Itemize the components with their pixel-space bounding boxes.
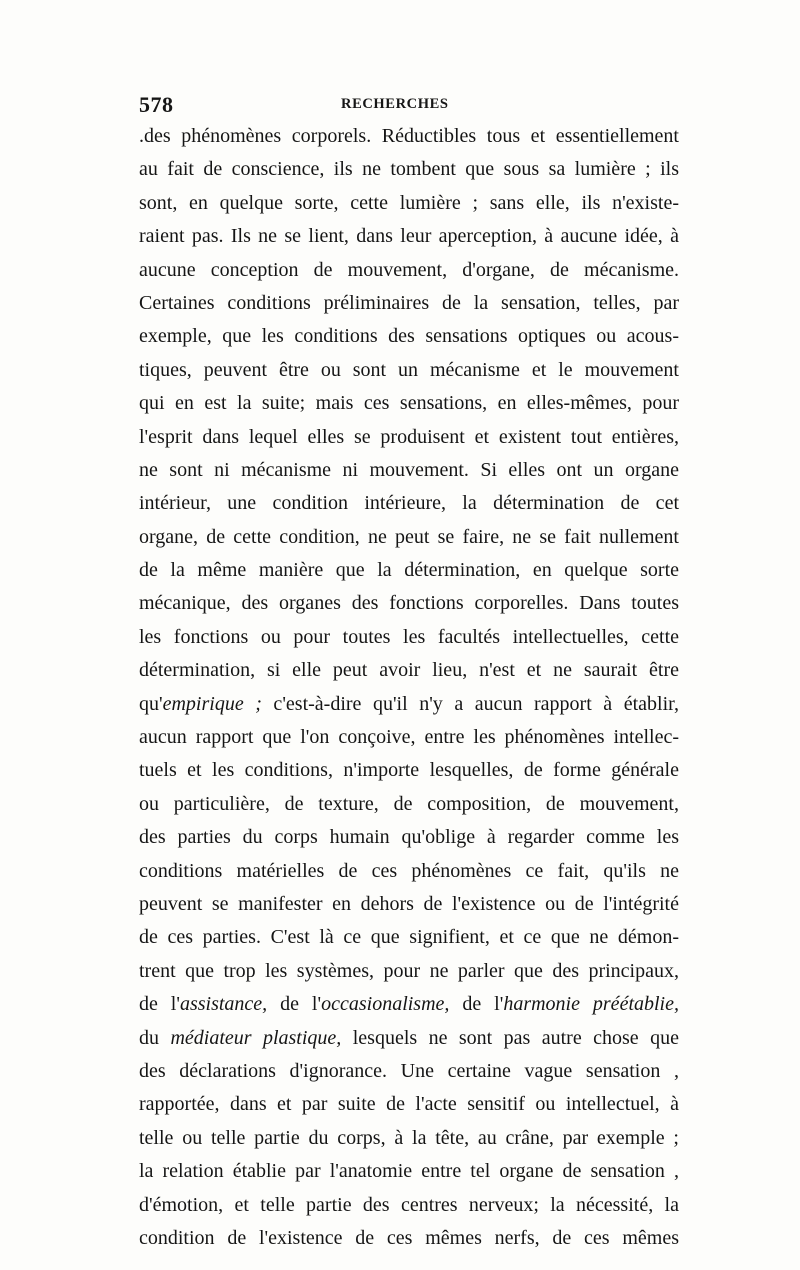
text-line [139,821,679,854]
text-segment: organe, de cette condition, ne peut se faire, ne se fait nullement [139,525,679,548]
text-segment: ne sont ni mécanisme ni mouvement. Si elles ont un organe [139,458,679,481]
text-segment: exemple, que les conditions des sensations optiques ou acous- [139,325,679,348]
text-line [139,1189,679,1222]
text-segment: condition de l'existence de ces mêmes nerfs, de ces mêmes [139,1226,679,1249]
text-line [139,1155,679,1188]
text-line [139,688,679,721]
text-segment: des parties du corps humain qu'oblige à regarder comme les [139,826,679,849]
text-line [139,254,679,287]
text-line [139,454,679,487]
text-segment: au fait de conscience, ils ne tombent que sous sa lumière ; ils [139,158,679,181]
text-line [139,955,679,988]
text-line [139,487,679,520]
italic-text-segment: harmonie préétablie, [503,993,679,1016]
text-line [139,988,679,1021]
italic-text-segment: empirique ; [162,692,262,715]
text-line [139,587,679,620]
text-segment: la relation établie par l'anatomie entre tel organe de sensation , [139,1160,679,1183]
text-line [139,320,679,353]
text-line [139,153,679,186]
text-segment: tiques, peuvent être ou sont un mécanisme et le mouvement [139,358,679,381]
text-line [139,387,679,420]
text-segment: intérieur, une condition intérieure, la détermination de cet [139,492,679,515]
text-segment: telle ou telle partie du corps, à la tête, au crâne, par exemple ; [139,1126,679,1149]
text-segment: de l' [267,993,322,1016]
text-segment: d'émotion, et telle partie des centres nerveux; la nécessité, la [139,1193,679,1216]
page-header [139,92,679,118]
text-segment: aucune conception de mouvement, d'organe, de mécanisme. [139,258,679,281]
text-segment: peuvent se manifester en dehors de l'existence ou de l'intégrité [139,892,679,915]
text-segment: qui en est la suite; mais ces sensations, en elles-mêmes, pour [139,392,679,415]
text-line [139,1022,679,1055]
text-line [139,554,679,587]
text-segment: détermination, si elle peut avoir lieu, n'est et ne saurait être [139,659,679,682]
text-line [139,120,679,153]
text-line [139,888,679,921]
page-number: 578 [139,92,174,117]
text-line [139,421,679,454]
italic-text-segment: médiateur plastique, [170,1026,342,1049]
text-segment: .des phénomènes corporels. Réductibles tous et essentiellement [139,125,679,147]
text-line [139,187,679,220]
text-line [139,287,679,320]
text-line [139,721,679,754]
text-line [139,788,679,821]
text-segment: de ces parties. C'est là ce que signifient, et ce que ne démon- [139,926,679,949]
text-segment: raient pas. Ils ne se lient, dans leur aperception, à aucune idée, à [139,225,679,248]
text-segment: conditions matérielles de ces phénomènes ce fait, qu'ils ne [139,859,679,882]
body-text [139,120,679,1255]
text-segment: trent que trop les systèmes, pour ne parler que des principaux, [139,959,679,982]
running-title: RECHERCHES [341,96,449,112]
text-line [139,354,679,387]
text-segment: aucun rapport que l'on conçoive, entre les phénomènes intellec- [139,726,679,749]
italic-text-segment: assistance, [179,993,268,1016]
text-segment: sont, en quelque sorte, cette lumière ; sans elle, ils n'existe- [139,191,679,214]
text-segment: des déclarations d'ignorance. Une certaine vague sensation , [139,1059,679,1082]
text-segment: tuels et les conditions, n'importe lesquelles, de forme générale [139,759,679,782]
text-segment: mécanique, des organes des fonctions corporelles. Dans toutes [139,592,679,615]
text-line [139,921,679,954]
text-segment: Certaines conditions préliminaires de la sensation, telles, par [139,291,679,314]
text-segment: de l' [139,993,180,1016]
text-segment: rapportée, dans et par suite de l'acte sensitif ou intellectuel, à [139,1093,679,1116]
text-line [139,621,679,654]
text-segment: du [139,1026,171,1049]
text-line [139,1122,679,1155]
text-line [139,1055,679,1088]
text-segment: ou particulière, de texture, de composition, de mouvement, [139,792,679,815]
text-line [139,521,679,554]
text-segment: c'est-à-dire qu'il n'y a aucun rapport à établir, [261,692,679,715]
text-segment: de l' [449,993,504,1016]
text-line [139,654,679,687]
text-segment: de la même manière que la détermination, en quelque sorte [139,559,679,582]
text-segment: l'esprit dans lequel elles se produisent et existent tout entières, [139,425,679,448]
text-segment: qu' [139,692,163,715]
text-line [139,855,679,888]
text-line [139,1222,679,1255]
text-line [139,220,679,253]
text-line [139,754,679,787]
text-segment: les fonctions ou pour toutes les facultés intellectuelles, cette [139,625,679,648]
italic-text-segment: occasionalisme, [321,993,450,1016]
text-segment: lesquels ne sont pas autre chose que [341,1026,679,1049]
text-line [139,1088,679,1121]
